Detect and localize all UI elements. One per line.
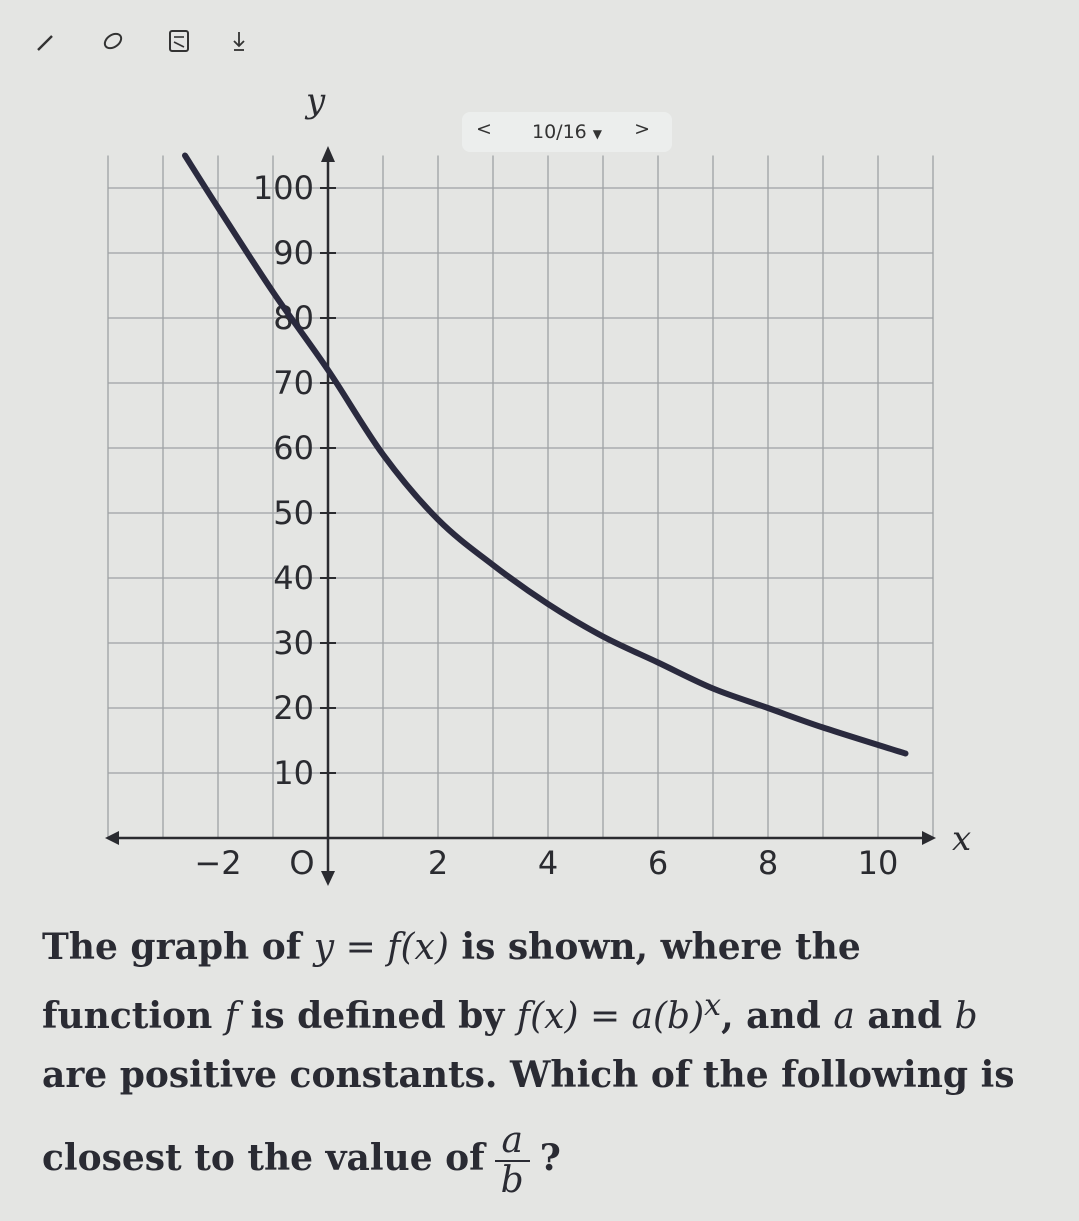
x-axis-arrow-right: [922, 831, 936, 845]
origin-label: O: [289, 844, 315, 882]
fraction-a-over-b: [495, 1122, 530, 1200]
axes: [105, 146, 936, 886]
page-navigator: [462, 112, 672, 152]
x-tick-label: 8: [757, 844, 779, 882]
math-expression: f: [224, 996, 239, 1037]
x-tick-label: −2: [194, 844, 242, 882]
x-tick-label: 6: [647, 844, 669, 882]
math-expression: b: [954, 996, 978, 1037]
question-line-3: are positive constants. Which of the following is: [42, 1054, 1015, 1096]
question-text-segment: is shown, where the: [448, 926, 861, 968]
question-text-segment: , and: [721, 995, 834, 1037]
y-axis-label: y: [306, 81, 326, 121]
math-expression: f(x) = a(b): [516, 996, 705, 1037]
question-counter-dropdown[interactable]: [532, 121, 602, 143]
x-axis-label: x: [952, 819, 972, 859]
question-text-segment: and: [854, 995, 955, 1037]
y-tick-label: 30: [273, 624, 314, 662]
y-tick-label: 20: [273, 689, 314, 727]
tick-labels: [194, 169, 898, 882]
math-expression: a: [833, 996, 855, 1037]
y-tick-label: 50: [273, 494, 314, 532]
y-axis-arrow-up: [321, 146, 335, 162]
y-tick-label: 90: [273, 234, 314, 272]
math-exponent: x: [704, 988, 722, 1023]
x-tick-label: 4: [537, 844, 559, 882]
x-tick-label: 10: [857, 844, 899, 882]
question-line-1: [42, 918, 1052, 977]
math-expression: y = f(x): [313, 927, 449, 968]
fraction-numerator: a: [495, 1122, 530, 1162]
chevron-down-icon: ▼: [592, 127, 602, 141]
y-tick-label: 40: [273, 559, 314, 597]
previous-question-button[interactable]: <: [476, 118, 492, 140]
question-text: [42, 918, 1052, 1200]
y-tick-label: 100: [252, 169, 314, 207]
question-text-segment: ?: [539, 1137, 561, 1179]
y-tick-label: 60: [273, 429, 314, 467]
question-line-2: [42, 977, 1052, 1046]
next-question-button[interactable]: >: [634, 118, 650, 140]
fraction-denominator: b: [500, 1160, 524, 1201]
y-tick-label: 80: [273, 299, 314, 337]
question-text-segment: The graph of: [42, 926, 314, 968]
grid-lines: [108, 156, 933, 839]
question-line-4: [42, 1122, 1052, 1200]
question-counter: 10/16: [532, 121, 587, 143]
x-axis-arrow-left: [105, 831, 119, 845]
question-text-segment: closest to the value of: [42, 1137, 485, 1179]
question-text-segment: is defined by: [238, 995, 517, 1037]
x-tick-label: 2: [427, 844, 449, 882]
y-tick-label: 10: [273, 754, 314, 792]
y-tick-label: 70: [273, 364, 314, 402]
question-text-segment: function: [42, 995, 225, 1037]
y-axis-arrow-down: [321, 871, 335, 886]
